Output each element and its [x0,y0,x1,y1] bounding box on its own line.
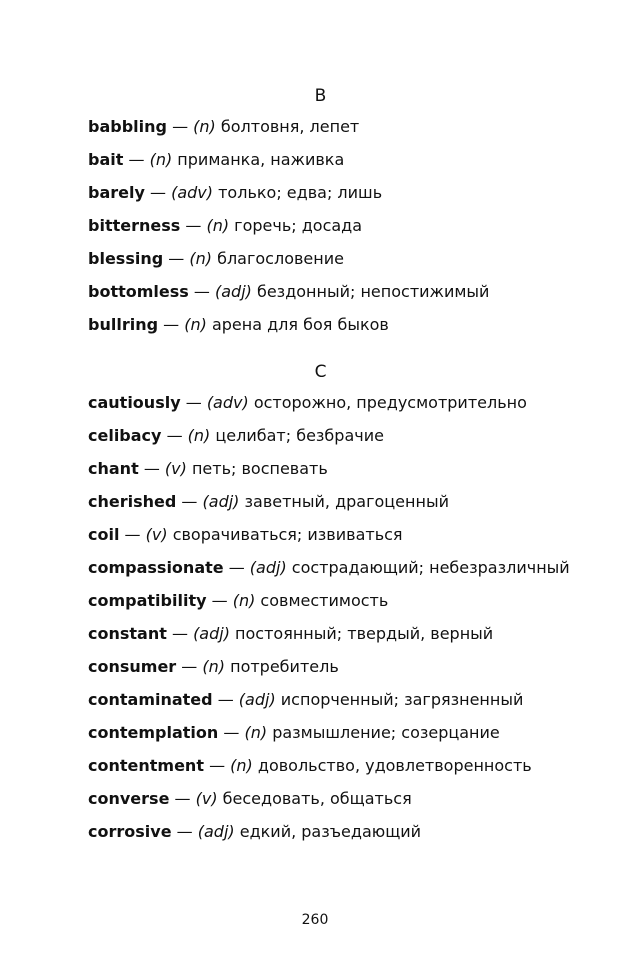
entry-word: compatibility [88,591,207,610]
entry-word: consumer [88,657,177,676]
entry-dash: — [124,525,141,544]
entry-dash: — [174,789,191,808]
entry-word: barely [88,183,145,202]
entry-dash: — [143,459,160,478]
entry-dash: — [168,249,185,268]
entry-dash: — [193,282,210,301]
entry-word: constant [88,624,167,643]
section-letter: C [314,362,327,382]
dictionary-entry [88,281,608,314]
entry-translation: потребитель [230,657,339,676]
entry-part-of-speech: (adj) [193,624,230,643]
entry-dash: — [181,657,198,676]
entry-translation: петь; воспевать [191,459,328,478]
entry-part-of-speech: (n) [184,315,207,334]
entry-part-of-speech: (adj) [249,558,287,577]
dictionary-entry [88,623,608,656]
dictionary-entry [88,788,608,821]
dictionary-entry [88,722,608,755]
entry-translation: только; едва; лишь [218,183,383,202]
entry-dash: — [150,183,166,202]
entry-word: converse [88,789,170,808]
entry-translation: приманка, наживка [177,150,345,169]
entry-translation: размышление; созерцание [272,723,500,742]
section-b [88,84,608,347]
entry-translation: беседовать, общаться [222,789,412,808]
entry-dash: — [223,723,240,742]
entry-word: blessing [88,249,164,268]
dictionary-entry [88,248,608,281]
dictionary-entry [88,656,608,689]
entry-part-of-speech: (adj) [197,822,235,841]
entry-translation: едкий, разъедающий [239,822,422,841]
entry-dash: — [172,117,189,136]
entry-dash: — [181,492,198,511]
entry-translation: болтовня, лепет [220,117,360,136]
dictionary-entry [88,689,608,722]
entry-part-of-speech: (adv) [171,183,214,202]
entry-part-of-speech: (n) [244,723,268,742]
dictionary-entry [88,215,608,248]
dictionary-entry [88,149,608,182]
dictionary-entry [88,821,608,854]
entry-word: bullring [88,315,159,334]
entry-translation: довольство, удовлетворенность [257,756,532,775]
entry-dash: — [163,315,180,334]
entry-dash: — [171,624,188,643]
entry-translation: целибат; безбрачие [215,426,384,445]
entry-translation: благословение [217,249,344,268]
entry-word: cherished [88,492,177,511]
section-c [88,360,608,854]
entry-translation: горечь; досада [234,216,363,235]
dictionary-entry [88,425,608,458]
entry-dash: — [211,591,228,610]
entry-part-of-speech: (n) [187,426,211,445]
entry-word: celibacy [88,426,162,445]
entry-dash: — [185,393,202,412]
entry-part-of-speech: (v) [164,459,187,478]
dictionary-entry [88,755,608,788]
entry-translation: совместимость [260,591,389,610]
entry-word: bitterness [88,216,181,235]
entry-word: corrosive [88,822,172,841]
entry-list [88,392,608,854]
entry-word: chant [88,459,139,478]
dictionary-entry [88,392,608,425]
entry-part-of-speech: (n) [202,657,226,676]
entry-translation: постоянный; твердый, верный [235,624,494,643]
entry-word: contemplation [88,723,219,742]
entry-part-of-speech: (v) [195,789,218,808]
entry-part-of-speech: (n) [193,117,216,136]
entry-translation: арена для боя быков [211,315,389,334]
dictionary-entry [88,557,608,590]
entry-dash: — [209,756,226,775]
dictionary-entry [88,182,608,215]
dictionary-entry [88,458,608,491]
entry-word: cautiously [88,393,181,412]
entry-word: compassionate [88,558,224,577]
entry-translation: бездонный; непостижимый [256,282,490,301]
entry-part-of-speech: (v) [145,525,168,544]
entry-translation: заветный, драгоценный [244,492,449,511]
entry-translation: осторожно, предусмотрительно [253,393,527,412]
dictionary-entry [88,524,608,557]
entry-part-of-speech: (n) [206,216,230,235]
dictionary-entry [88,116,608,149]
dictionary-entry [88,590,608,623]
page-number: 260 [301,912,329,928]
entry-part-of-speech: (adj) [238,690,276,709]
dictionary-entry [88,491,608,524]
entry-part-of-speech: (n) [230,756,253,775]
entry-dash: — [176,822,193,841]
entry-part-of-speech: (n) [189,249,212,268]
entry-dash: — [128,150,145,169]
entry-dash: — [217,690,234,709]
entry-translation: испорченный; загрязненный [280,690,524,709]
entry-part-of-speech: (n) [232,591,256,610]
entry-list [88,116,608,347]
entry-word: contentment [88,756,204,775]
dictionary-entry [88,314,608,347]
entry-translation: сострадающий; небезразличный [291,558,570,577]
entry-word: bait [88,150,124,169]
entry-word: bottomless [88,282,189,301]
entry-part-of-speech: (adj) [202,492,240,511]
entry-word: babbling [88,117,167,136]
entry-part-of-speech: (n) [149,150,173,169]
entry-dash: — [228,558,245,577]
entry-translation: сворачиваться; извиваться [172,525,403,544]
entry-dash: — [185,216,202,235]
section-letter: B [314,86,327,106]
entry-part-of-speech: (adv) [206,393,249,412]
entry-part-of-speech: (adj) [214,282,252,301]
entry-dash: — [166,426,183,445]
entry-word: coil [88,525,120,544]
entry-word: contaminated [88,690,213,709]
